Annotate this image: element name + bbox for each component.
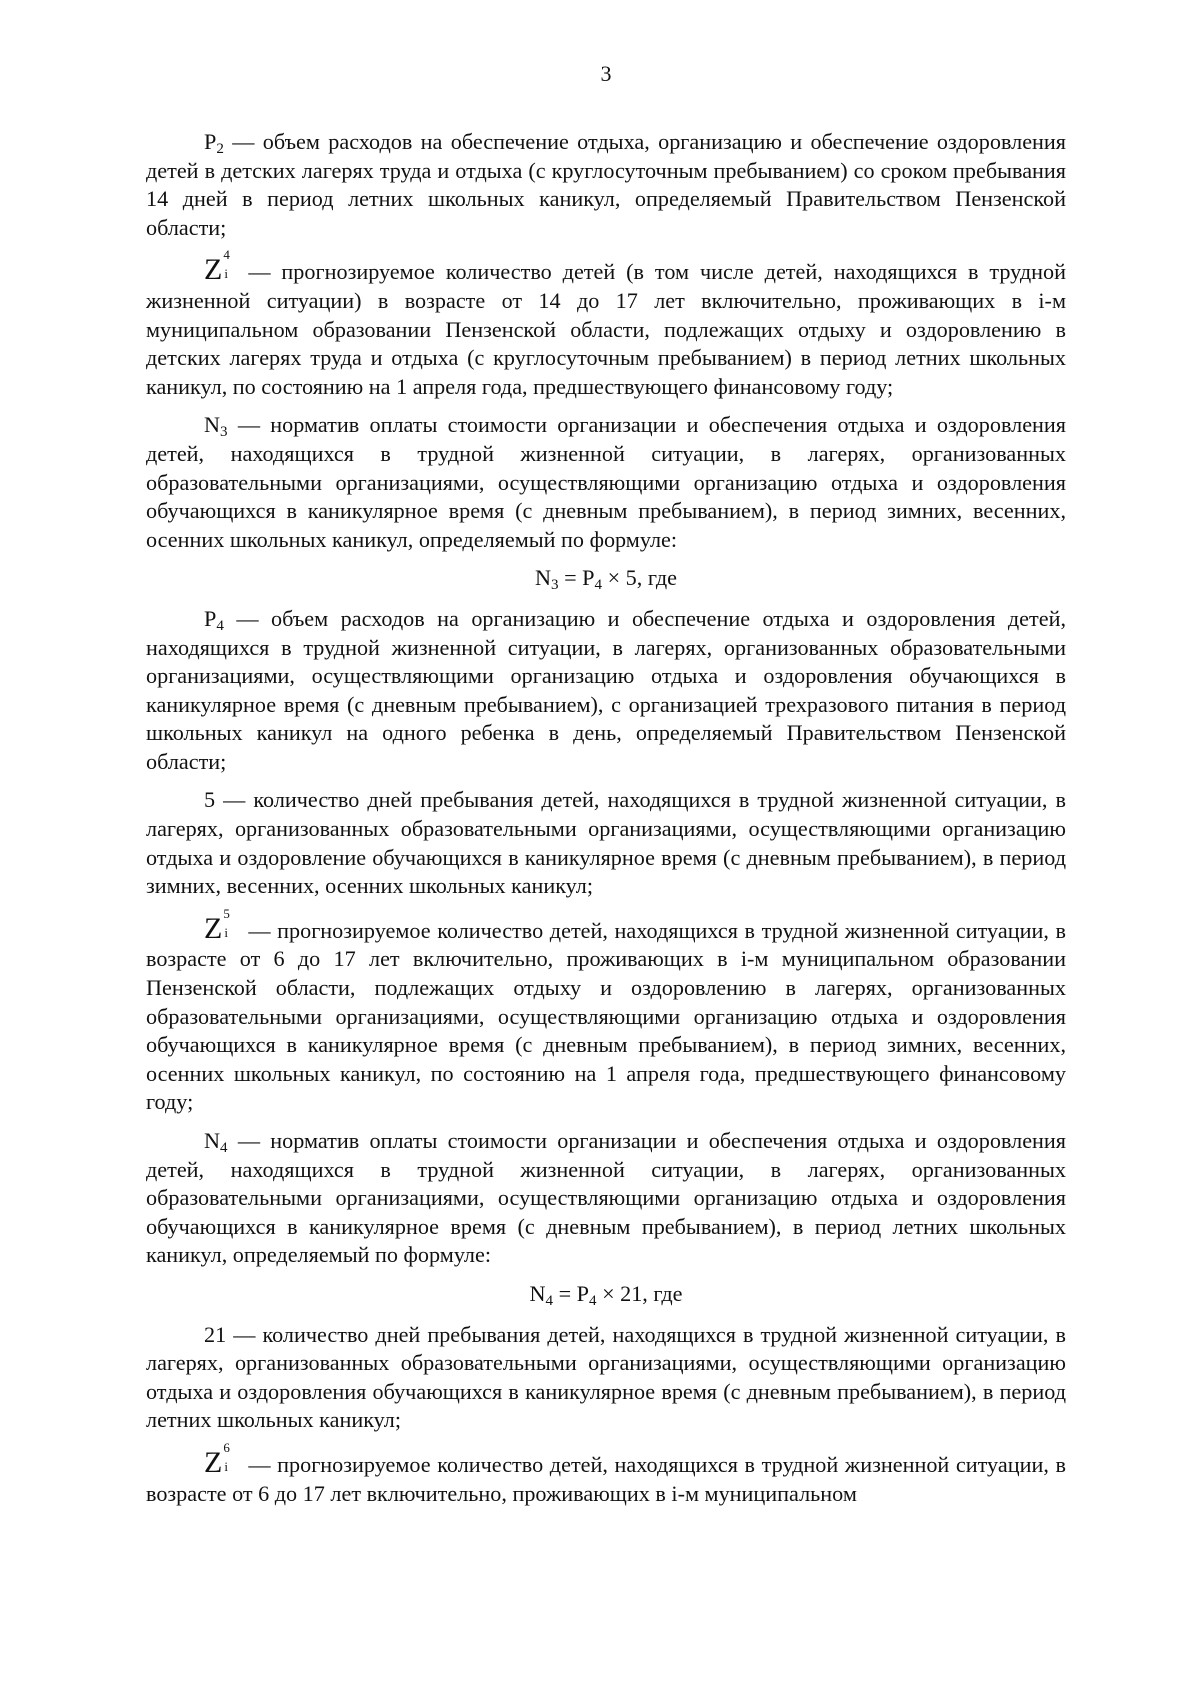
paragraph-text: 21 — количество дней пребывания детей, находящихся в трудной жизненной ситуации, в лагерях, организованных образовательными организациями, осуществляющими организацию отдыха и оздоровления обучающихся в каникулярное время (с дневным пребыванием), в период летних школьных каникул;: [146, 1321, 1066, 1433]
paragraph-p4-definition: [146, 605, 1066, 777]
paragraph-text: 5 — количество дней пребывания детей, находящихся в трудной жизненной ситуации, в лагерях, организованных образовательными организациями, осуществляющими организацию отдыха и оздоровление обучающихся в каникулярное время (с дневным пребыванием), в период зимних, весенних, осенних школьных каникул;: [146, 787, 1066, 899]
paragraph-text: — норматив оплаты стоимости организации и обеспечения отдыха и оздоровления детей, находящихся в трудной жизненной ситуации, в лагерях, организованных образовательными организациями, осуществляющими организацию отдыха и оздоровления обучающихся в каникулярное время (с дневным пребыванием), в период зимних, весенних, осенних школьных каникул, определяемый по формуле:: [146, 412, 1066, 552]
paragraph-text: — объем расходов на организацию и обеспечение отдыха и оздоровления детей, находящихся в трудной жизненной ситуации, в лагерях, организованных образовательными организациями, осуществляющими организацию отдыха и оздоровления обучающихся в каникулярное время (с дневным пребыванием), с организацией трехразового питания в период школьных каникул на одного ребенка в день, определяемый Правительством Пензенской области;: [146, 605, 1066, 774]
paragraph-text: — прогнозируемое количество детей (в том числе детей, находящихся в трудной жизненной ситуации) в возрасте от 14 до 17 лет включительно, проживающих в i-м муниципальном образовании Пензенской области, подлежащих отдыху и оздоровлению в детских лагерях труда и отдыха (с круглосуточным пребыванием) в период летних школьных каникул, по состоянию на 1 апреля года, предшествующего финансовому году;: [146, 259, 1066, 399]
formula-rhs-subscript: 4: [588, 1292, 597, 1309]
paragraph-text: — норматив оплаты стоимости организации и обеспечения отдыха и оздоровления детей, находящихся в трудной жизненной ситуации, в лагерях, организованных образовательными организациями, осуществляющими организацию отдыха и оздоровления обучающихся в каникулярное время (с дневным пребыванием), в период летних школьных каникул, определяемый по формуле:: [146, 1128, 1066, 1268]
paragraph-text: — прогнозируемое количество детей, находящихся в трудной жизненной ситуации, в возрасте от 6 до 17 лет включительно, проживающих в i-м муниципальном: [146, 1451, 1066, 1506]
formula-equals: =: [558, 565, 583, 591]
symbol: P: [204, 129, 217, 154]
paragraph-five-days: [146, 786, 1066, 900]
formula-n3: [146, 564, 1066, 593]
paragraph-n4-definition: [146, 1127, 1066, 1270]
symbol-subscript: 4: [216, 617, 224, 634]
symbol: P: [204, 605, 217, 631]
paragraph-n3-definition: [146, 411, 1066, 554]
document-page: [146, 60, 1066, 1518]
formula-lhs-subscript: 4: [545, 1292, 554, 1309]
formula-rhs: P: [582, 565, 595, 591]
symbol: Z: [204, 1445, 223, 1479]
formula-tail: × 21, где: [596, 1280, 683, 1306]
formula-n4: [146, 1280, 1066, 1309]
paragraph-twenty-one-days: [146, 1321, 1066, 1435]
formula-rhs-subscript: 4: [594, 577, 603, 594]
formula-tail: × 5, где: [602, 565, 677, 591]
paragraph-z4-definition: Z 4 i — прогнозируемое количество детей (в том числе детей, находящихся в трудной жизненной ситуации) в возрасте от 14 до 17 лет включительно, проживающих в i-м муниципальном образовании Пензенской области, подлежащих отдыху и оздоровлению в детских лагерях труда и отдыха (с круглосуточным пребыванием) в период летних школьных каникул, по состоянию на 1 апреля года, предшествующего финансовому году;: [146, 247, 1066, 399]
formula-equals: =: [553, 1280, 577, 1306]
symbol: N: [204, 412, 221, 438]
formula-lhs: N: [534, 565, 552, 591]
formula-lhs-subscript: 3: [551, 577, 559, 594]
symbol-subscript: 4: [220, 1139, 228, 1156]
symbol-subscript: 3: [220, 424, 228, 441]
paragraph-z5-definition: Z 5 i — прогнозируемое количество детей, находящихся в трудной жизненной ситуации, в возрасте от 6 до 17 лет включительно, проживающих в i-м муниципальном образовании Пензенской области, подлежащих отдыху и оздоровлению в лагерях, организованных образовательными организациями, осуществляющими организацию отдыха и оздоровления обучающихся в каникулярное время (с дневным пребыванием), в период зимних, весенних, осенних школьных каникул, по состоянию на 1 апреля года, предшествующего финансовому году;: [146, 905, 1066, 1115]
paragraph-z6-definition: Z 6 i — прогнозируемое количество детей, находящихся в трудной жизненной ситуации, в возрасте от 6 до 17 лет включительно, проживающих в i-м муниципальном: [146, 1439, 1066, 1506]
symbol-subscript: 2: [216, 140, 224, 157]
paragraph-text: — объем расходов на обеспечение отдыха, организацию и обеспечение оздоровления детей в детских лагерях труда и отдыха (с круглосуточным пребыванием) со сроком пребывания 14 дней в период летних школьных каникул, определяемый Правительством Пензенской области;: [146, 129, 1066, 240]
symbol: Z: [204, 253, 223, 287]
paragraph-text: — прогнозируемое количество детей, находящихся в трудной жизненной ситуации, в возрасте от 6 до 17 лет включительно, проживающих в i-м муниципальном образовании Пензенской области, подлежащих отдыху и оздоровлению в лагерях, организованных образовательными организациями, осуществляющими организацию отдыха и оздоровления обучающихся в каникулярное время (с дневным пребыванием), в период зимних, весенних, осенних школьных каникул, по состоянию на 1 апреля года, предшествующего финансовому году;: [146, 917, 1066, 1115]
page-number: 3: [600, 61, 612, 86]
symbol: N: [204, 1128, 221, 1153]
symbol: Z: [204, 911, 223, 945]
formula-rhs: P: [576, 1280, 589, 1306]
formula-lhs: N: [529, 1280, 546, 1306]
paragraph-p2-definition: [146, 128, 1066, 242]
